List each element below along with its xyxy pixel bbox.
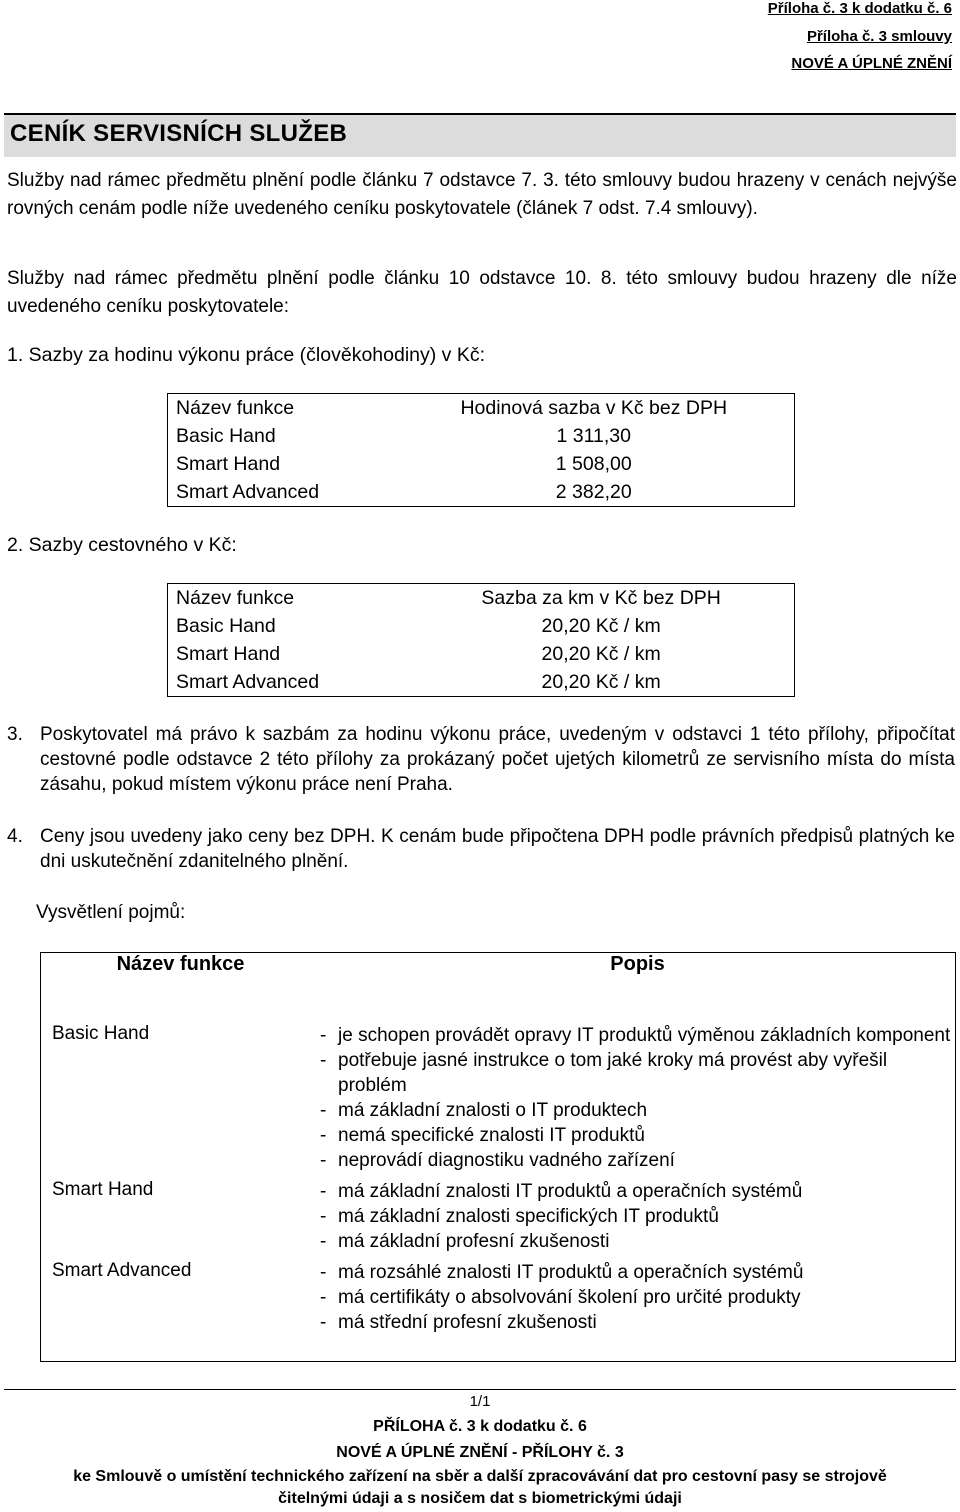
glossary-header-function: Název funkce [116,953,245,975]
table-row [168,422,795,450]
km-rate-value: 20,20 Kč / km [541,615,661,637]
glossary-function-name: Smart Advanced [52,1260,192,1281]
km-rate-value: 20,20 Kč / km [541,671,661,693]
section3-number: 3. [7,724,23,745]
table-row [41,1179,956,1260]
table-row [41,1260,956,1362]
table-header-km-rate: Sazba za km v Kč bez DPH [481,587,721,609]
hourly-rate-value: 2 382,20 [555,481,632,503]
list-item: - nemá specifické znalosti IT produktů [320,1123,955,1148]
list-item: - potřebuje jasné instrukce o tom jaké kroky má provést aby vyřešil problém [320,1048,955,1098]
table-header-hourly-rate: Hodinová sazba v Kč bez DPH [460,397,728,419]
table-row [168,640,795,668]
glossary-heading: Vysvětlení pojmů: [36,902,186,923]
glossary-function-name: Basic Hand [52,1023,150,1044]
function-name: Basic Hand [176,615,276,637]
table-row [41,953,956,1024]
km-rate-value: 20,20 Kč / km [541,643,661,665]
list-item: - má základní znalosti IT produktů a operačních systémů [320,1179,955,1204]
function-name: Smart Advanced [176,481,320,503]
list-item: - má základní profesní zkušenosti [320,1229,955,1254]
header-annex-smlouvy: Příloha č. 3 smlouvy [806,28,952,45]
section1-heading: 1. Sazby za hodinu výkonu práce (člověkohodiny) v Kč: [7,344,486,366]
list-item: - má střední profesní zkušenosti [320,1310,955,1335]
travel-rate-table [167,583,795,697]
footer-contract-line-1: ke Smlouvě o umístění technického zařízení na sběr a další zpracovávání dat pro cestovní pasy se strojově [73,1468,887,1485]
function-name: Smart Hand [176,643,281,665]
glossary-table [40,952,956,1362]
list-item: - neprovádí diagnostiku vadného zařízení [320,1148,955,1173]
list-item: - má základní znalosti specifických IT produktů [320,1204,955,1229]
list-item: - má rozsáhlé znalosti IT produktů a operačních systémů [320,1260,955,1285]
title-bar [4,113,956,157]
section3-text: Poskytovatel má právo k sazbám za hodinu výkonu práce, uvedeným v odstavci 1 této přílohy, připočítat cestovné podle odstavce 2 této přílohy za prokázaný počet ujetých kilometrů ze servisního místa do místa zásahu, pokud místem výkonu práce není Praha. [40,724,955,795]
footer-contract-line-2: čitelnými údaji a s nosičem dat s biometrickými údaji [278,1490,682,1507]
hourly-rate-table [167,393,795,507]
hourly-rate-value: 1 311,30 [556,425,631,447]
footer-version-line: NOVÉ A ÚPLNÉ ZNĚNÍ - PŘÍLOHY č. 3 [336,1444,624,1461]
list-item: - je schopen provádět opravy IT produktů výměnou základních komponent [320,1023,955,1048]
table-row [168,584,795,613]
table-row [168,450,795,478]
section4-number: 4. [7,826,23,847]
table-row [168,612,795,640]
table-row [41,1023,956,1179]
intro-paragraph-1: Služby nad rámec předmětu plnění podle článku 7 odstavce 7. 3. této smlouvy budou hrazeny v cenách nejvýše rovných cenám podle níže uvedeného ceníku poskytovatele (článek 7 odst. 7.4 smlouvy). [7,170,957,219]
list-item: - má základní znalosti o IT produktech [320,1098,955,1123]
glossary-function-name: Smart Hand [52,1179,154,1200]
table-row [168,668,795,697]
hourly-rate-value: 1 508,00 [555,453,632,475]
header-annex-dodatek: Příloha č. 3 k dodatku č. 6 [767,0,952,17]
table-header-function: Název funkce [176,587,295,609]
footer-annex-line: PŘÍLOHA č. 3 k dodatku č. 6 [373,1418,587,1435]
page-number: 1/1 [469,1393,491,1410]
function-name: Basic Hand [176,425,276,447]
section2-heading: 2. Sazby cestovného v Kč: [7,534,237,556]
section4-text: Ceny jsou uvedeny jako ceny bez DPH. K cenám bude připočtena DPH podle právních předpisů platných ke dni uskutečnění zdanitelného plnění. [40,826,955,872]
glossary-header-description: Popis [610,953,665,975]
intro-paragraph-2: Služby nad rámec předmětu plnění podle článku 10 odstavce 10. 8. této smlouvy budou hrazeny dle níže uvedeného ceníku poskytovatele: [7,268,957,317]
table-header-function: Název funkce [176,397,295,419]
function-name: Smart Advanced [176,671,320,693]
header-new-version: NOVÉ A ÚPLNÉ ZNĚNÍ [791,55,952,72]
function-name: Smart Hand [176,453,281,475]
footer-divider [4,1389,956,1390]
page-title: CENÍK SERVISNÍCH SLUŽEB [10,120,348,147]
table-row [168,394,795,423]
table-row [168,478,795,507]
list-item: - má certifikáty o absolvování školení pro určité produkty [320,1285,955,1310]
